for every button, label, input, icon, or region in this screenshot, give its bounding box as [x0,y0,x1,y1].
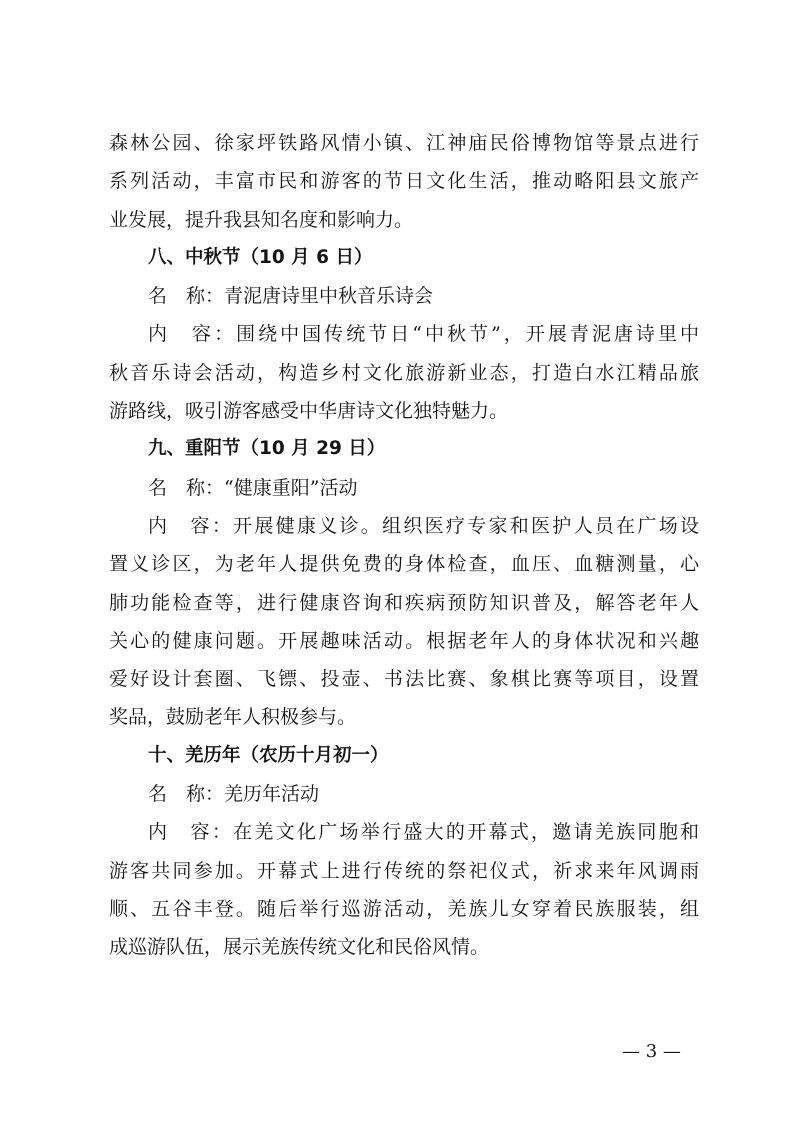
content-label: 内 容： [148,821,234,844]
name-value: “健康重阳”活动 [224,476,358,499]
name-label: 名 称： [148,783,225,806]
event-name-line [109,469,699,507]
content-line: 爱好设计套圈、飞镖、投壶、书法比赛、象棋比赛等项目，设置 [109,668,699,691]
name-value: 羌历年活动 [224,783,320,806]
content-line: 奖品，鼓励老年人积极参与。 [109,706,357,729]
content-line [109,507,699,545]
content-line: 游客共同参加。开幕式上进行传统的祭祀仪式，祈求来年风调雨 [109,859,699,882]
event-name-line [109,277,699,315]
content-line [109,813,699,851]
content-line [109,315,699,353]
section-heading-qiang-new-year: 十、羌历年（农历十月初一） [148,744,389,766]
content-line: 顺、五谷丰登。随后举行巡游活动，羌族儿女穿着民族服装，组 [109,897,699,920]
name-label: 名 称： [148,285,225,308]
content-text: 在羌文化广场举行盛大的开幕式，邀请羌族同胞和 [233,821,699,844]
page-number: — 3 — [622,1041,681,1062]
content-line: 游路线，吸引游客感受中华唐诗文化独特魅力。 [109,400,509,423]
section-heading-mid-autumn: 八、中秋节（10 月 6 日） [148,246,373,268]
event-name-line [109,775,699,813]
content-line: 肺功能检查等，进行健康咨询和疾病预防知识普及，解答老年人 [109,591,699,614]
content-line: 关心的健康问题。开展趣味活动。根据老年人的身体状况和兴趣 [109,629,699,652]
content-text: 开展健康义诊。组织医疗专家和医护人员在广场设 [233,514,699,537]
content-line: 成巡游队伍，展示羌族传统文化和民俗风情。 [109,936,490,959]
intro-line: 森林公园、徐家坪铁路风情小镇、江神庙民俗博物馆等景点进行 [109,132,699,154]
section-heading-double-ninth: 九、重阳节（10 月 29 日） [148,438,386,460]
intro-line: 系列活动，丰富市民和游客的节日文化生活，推动略阳县文旅产 [109,170,699,193]
intro-line: 业发展，提升我县知名度和影响力。 [109,208,414,231]
content-text: 围绕中国传统节日“中秋节”，开展青泥唐诗里中 [236,323,699,346]
content-line: 秋音乐诗会活动，构造乡村文化旅游新业态，打造白水江精品旅 [109,361,699,384]
name-value: 青泥唐诗里中秋音乐诗会 [224,285,434,308]
content-line: 置义诊区，为老年人提供免费的身体检查，血压、血糖测量，心 [109,553,699,576]
content-label: 内 容： [148,514,234,537]
content-label: 内 容： [148,323,237,346]
name-label: 名 称： [148,476,225,499]
document-body [109,124,699,967]
